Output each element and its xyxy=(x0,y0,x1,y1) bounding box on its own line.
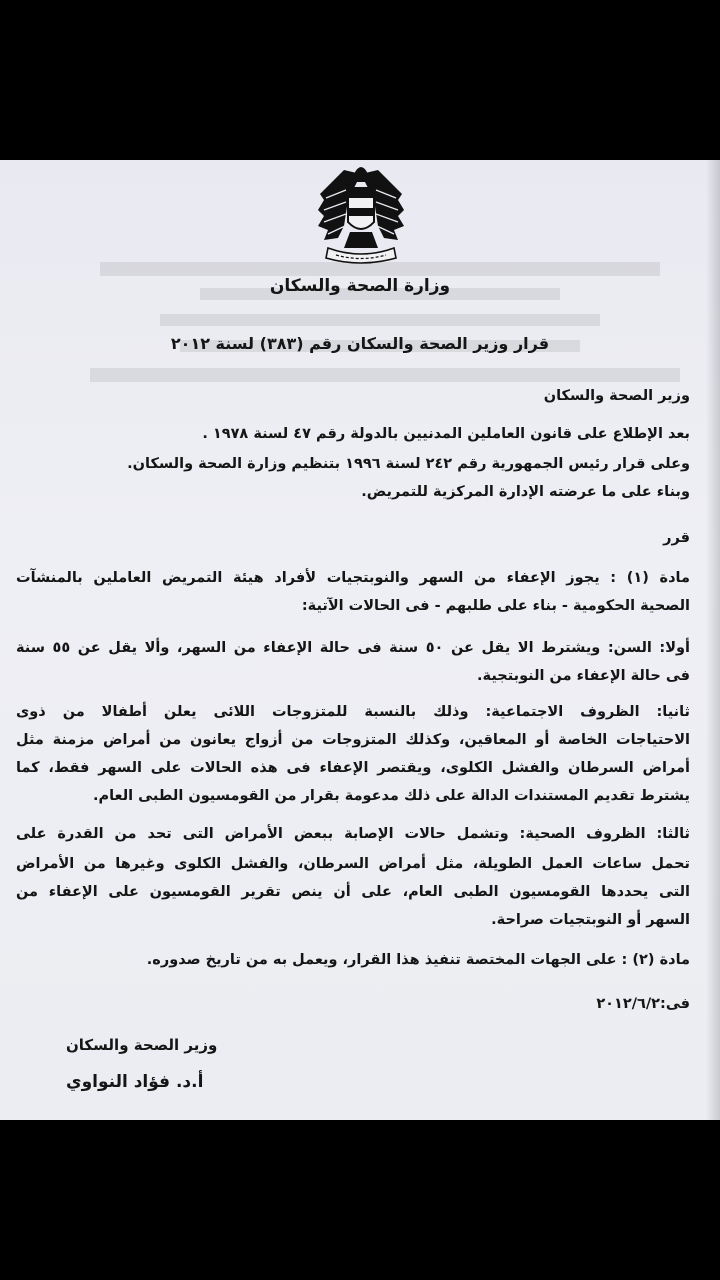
first-clause-line-2: فى حالة الإعفاء من النوبتجية. xyxy=(477,668,690,684)
document-page xyxy=(0,160,720,1120)
second-clause-line-2: الاحتياجات الخاصة أو المعاقين، وكذلك المتزوجات من أزواج يعانون من أمراض مزمنة مثل xyxy=(16,732,690,748)
second-clause-line-3: أمراض السرطان والفشل الكلوى، ويقتصر الإعفاء فى هذه الحالات على السهر فقط، كما xyxy=(16,760,690,776)
third-clause-line-4: السهر أو النوبتجيات صراحة. xyxy=(491,912,690,928)
article2-line: مادة (٢) : على الجهات المختصة تنفيذ هذا القرار، ويعمل به من تاريخ صدوره. xyxy=(146,952,690,968)
article1-line-1: مادة (١) : يجوز الإعفاء من السهر والنوبتجيات لأفراد هيئة التمريض العاملين بالمنشآت xyxy=(16,570,690,586)
preamble-line-1: بعد الإطلاع على قانون العاملين المدنيين بالدولة رقم ٤٧ لسنة ١٩٧٨ . xyxy=(202,426,690,442)
decided-line: قرر xyxy=(663,530,690,546)
second-clause-line-4: يشترط تقديم المستندات الدالة على ذلك مدعومة بقرار من القومسيون الطبى العام. xyxy=(92,788,690,804)
first-clause-line-1: أولا: السن: ويشترط الا يقل عن ٥٠ سنة فى حالة الإعفاء من السهر، وألا يقل عن ٥٥ سنة xyxy=(16,640,690,656)
second-clause-line-1: ثانيا: الظروف الاجتماعية: وذلك بالنسبة للمتزوجات اللائى يعلن أطفالا من ذوى xyxy=(16,704,690,720)
third-clause-line-1: ثالثا: الظروف الصحية: وتشمل حالات الإصابة ببعض الأمراض التى تحد من القدرة على xyxy=(16,826,690,842)
decree-title: قرار وزير الصحة والسكان رقم (٣٨٣) لسنة ٢٠١٢ xyxy=(170,334,550,353)
preamble-line-3: وبناء على ما عرضته الإدارة المركزية للتمريض. xyxy=(361,484,690,500)
addressee-line: وزير الصحة والسكان xyxy=(543,388,690,404)
signer-title: وزير الصحة والسكان xyxy=(66,1036,218,1054)
third-clause-line-3: التى يحددها القومسيون الطبى العام، على أن ينص تقرير القومسيون على الإعفاء من xyxy=(16,884,690,900)
third-clause-line-2: تحمل ساعات العمل الطويلة، مثل أمراض السرطان، والفشل الكلوى وغيرها من الأمراض xyxy=(16,856,690,872)
eagle-emblem-icon xyxy=(314,160,408,266)
signer-name: أ.د. فؤاد النواوي xyxy=(66,1072,204,1092)
preamble-line-2: وعلى قرار رئيس الجمهورية رقم ٢٤٢ لسنة ١٩٩٦ بتنظيم وزارة الصحة والسكان. xyxy=(127,456,690,472)
decree-date: فى:٢٠١٢/٦/٢ xyxy=(596,996,690,1012)
article1-line-2: الصحية الحكومية - بناء على طلبهم - فى الحالات الآتية: xyxy=(301,598,690,614)
ministry-heading: وزارة الصحة والسكان xyxy=(269,276,451,296)
